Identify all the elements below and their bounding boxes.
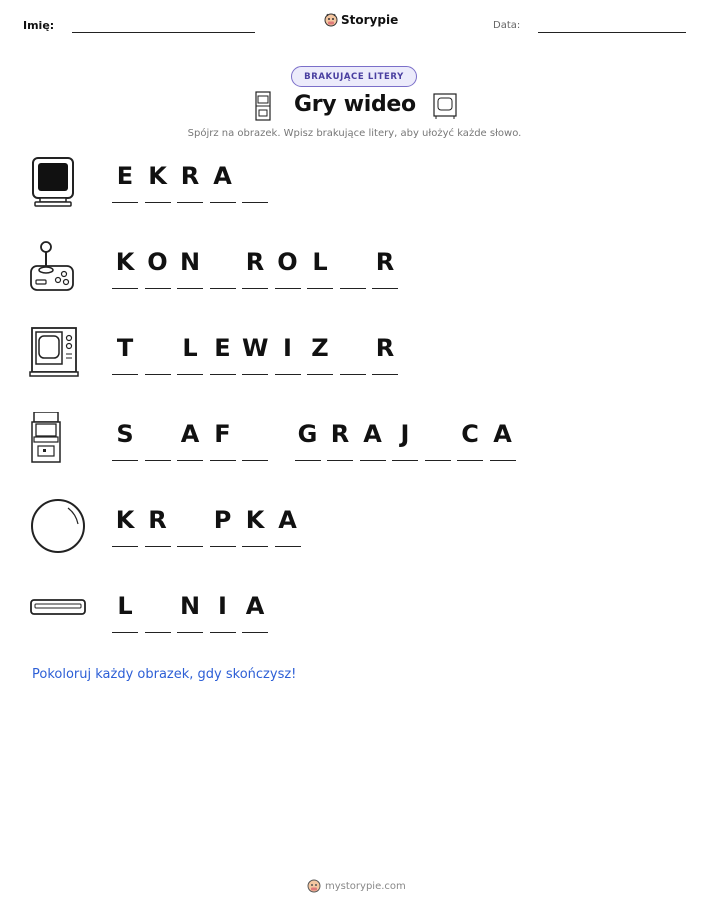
brand-logo (324, 13, 398, 27)
letter-slot (112, 332, 138, 375)
letter: Z (311, 334, 329, 362)
letter: T (116, 334, 134, 362)
letter-slot (242, 504, 268, 547)
brand-name: Storypie (341, 13, 399, 27)
letter-slot (372, 332, 398, 375)
letter: G (297, 420, 318, 448)
joystick-icon (28, 240, 88, 300)
letter: P (213, 506, 232, 534)
footer-url: mystorypie.com (325, 880, 406, 892)
letter-slot (275, 246, 301, 289)
letter: K (245, 506, 265, 534)
date-field[interactable] (538, 32, 686, 33)
blank-letter-slot[interactable] (145, 332, 171, 375)
letter-slot (145, 504, 171, 547)
letter-slot (112, 160, 138, 203)
blank-letter-slot[interactable] (242, 160, 268, 203)
title-row (0, 90, 709, 124)
letter: I (283, 334, 292, 362)
storypie-mascot-icon (307, 879, 321, 893)
worksheet-header (0, 0, 709, 50)
letter: W (242, 334, 269, 362)
letter-slot (177, 418, 203, 461)
letter: K (115, 506, 135, 534)
storypie-mascot-icon (324, 13, 338, 27)
letter-slot (307, 246, 333, 289)
letter: S (116, 420, 134, 448)
letter-slot (275, 332, 301, 375)
letter: J (400, 420, 410, 448)
letter: F (214, 420, 231, 448)
letter: A (363, 420, 382, 448)
letter: L (312, 248, 328, 276)
letter: O (277, 248, 298, 276)
letter-slot (177, 246, 203, 289)
letter: L (182, 334, 198, 362)
footer (307, 879, 406, 893)
blank-letter-slot[interactable] (425, 418, 451, 461)
letter-slot (210, 160, 236, 203)
word-row (0, 412, 709, 492)
letter: R (375, 248, 395, 276)
letter: E (116, 162, 134, 190)
television-icon (28, 326, 88, 386)
page-title: Gry wideo (294, 92, 416, 117)
letter: K (115, 248, 135, 276)
television-icon (432, 92, 458, 120)
arcade-cabinet-icon (253, 91, 273, 121)
letter: R (148, 506, 167, 534)
letter: A (278, 506, 297, 534)
blank-letter-slot[interactable] (145, 590, 171, 633)
letter-slot (242, 590, 268, 633)
letter: I (218, 592, 227, 620)
letter-slot (112, 418, 138, 461)
letter-slot (177, 332, 203, 375)
letter: A (245, 592, 265, 620)
name-field[interactable] (72, 32, 255, 33)
letter: A (180, 420, 200, 448)
monitor-icon (28, 154, 88, 214)
letter: K (148, 162, 167, 190)
blank-letter-slot[interactable] (242, 418, 268, 461)
instructions: Spójrz na obrazek. Wpisz brakujące litery, aby ułożyć każde słowo. (187, 128, 522, 139)
letter: N (179, 248, 201, 276)
letter: C (461, 420, 479, 448)
ball-icon (28, 498, 88, 558)
blank-letter-slot[interactable] (340, 246, 366, 289)
name-label: Imię: (23, 19, 55, 32)
blank-letter-slot[interactable] (177, 504, 203, 547)
word-row (0, 584, 709, 664)
letter: E (214, 334, 231, 362)
letter-slot (392, 418, 418, 461)
letter-slot (275, 504, 301, 547)
word-row (0, 154, 709, 234)
letter: N (179, 592, 201, 620)
line-bar-icon (28, 584, 88, 644)
letter-slot (307, 332, 333, 375)
letter: O (147, 248, 168, 276)
letter-slot (177, 590, 203, 633)
letter-slot (490, 418, 516, 461)
letter-slot (327, 418, 353, 461)
letter-slot (112, 246, 138, 289)
worksheet-type-badge: BRAKUJĄCE LITERY (291, 66, 417, 87)
date-label: Data: (493, 20, 521, 31)
letter-slot (210, 504, 236, 547)
blank-letter-slot[interactable] (145, 418, 171, 461)
blank-letter-slot[interactable] (340, 332, 366, 375)
letter-slot (210, 332, 236, 375)
letter: R (375, 334, 395, 362)
arcade-cabinet-icon (28, 412, 88, 472)
letter-slot (360, 418, 386, 461)
letter: A (493, 420, 512, 448)
letter-slot (210, 590, 236, 633)
letter: R (330, 420, 350, 448)
letter-slot (295, 418, 321, 461)
letter-slot (242, 332, 268, 375)
blank-letter-slot[interactable] (210, 246, 236, 289)
letter-slot (242, 246, 268, 289)
letter-slot (457, 418, 483, 461)
letter: L (117, 592, 133, 620)
word-row (0, 326, 709, 406)
letter-slot (112, 590, 138, 633)
letter: A (213, 162, 232, 190)
word-row (0, 498, 709, 578)
word-row (0, 240, 709, 320)
letter-slot (112, 504, 138, 547)
letter-slot (177, 160, 203, 203)
coloring-instruction: Pokoloruj każdy obrazek, gdy skończysz! (32, 667, 297, 682)
letter: R (245, 248, 265, 276)
letter-slot (145, 160, 171, 203)
letter-slot (145, 246, 171, 289)
letter: R (180, 162, 200, 190)
letter-slot (372, 246, 398, 289)
letter-slot (210, 418, 236, 461)
